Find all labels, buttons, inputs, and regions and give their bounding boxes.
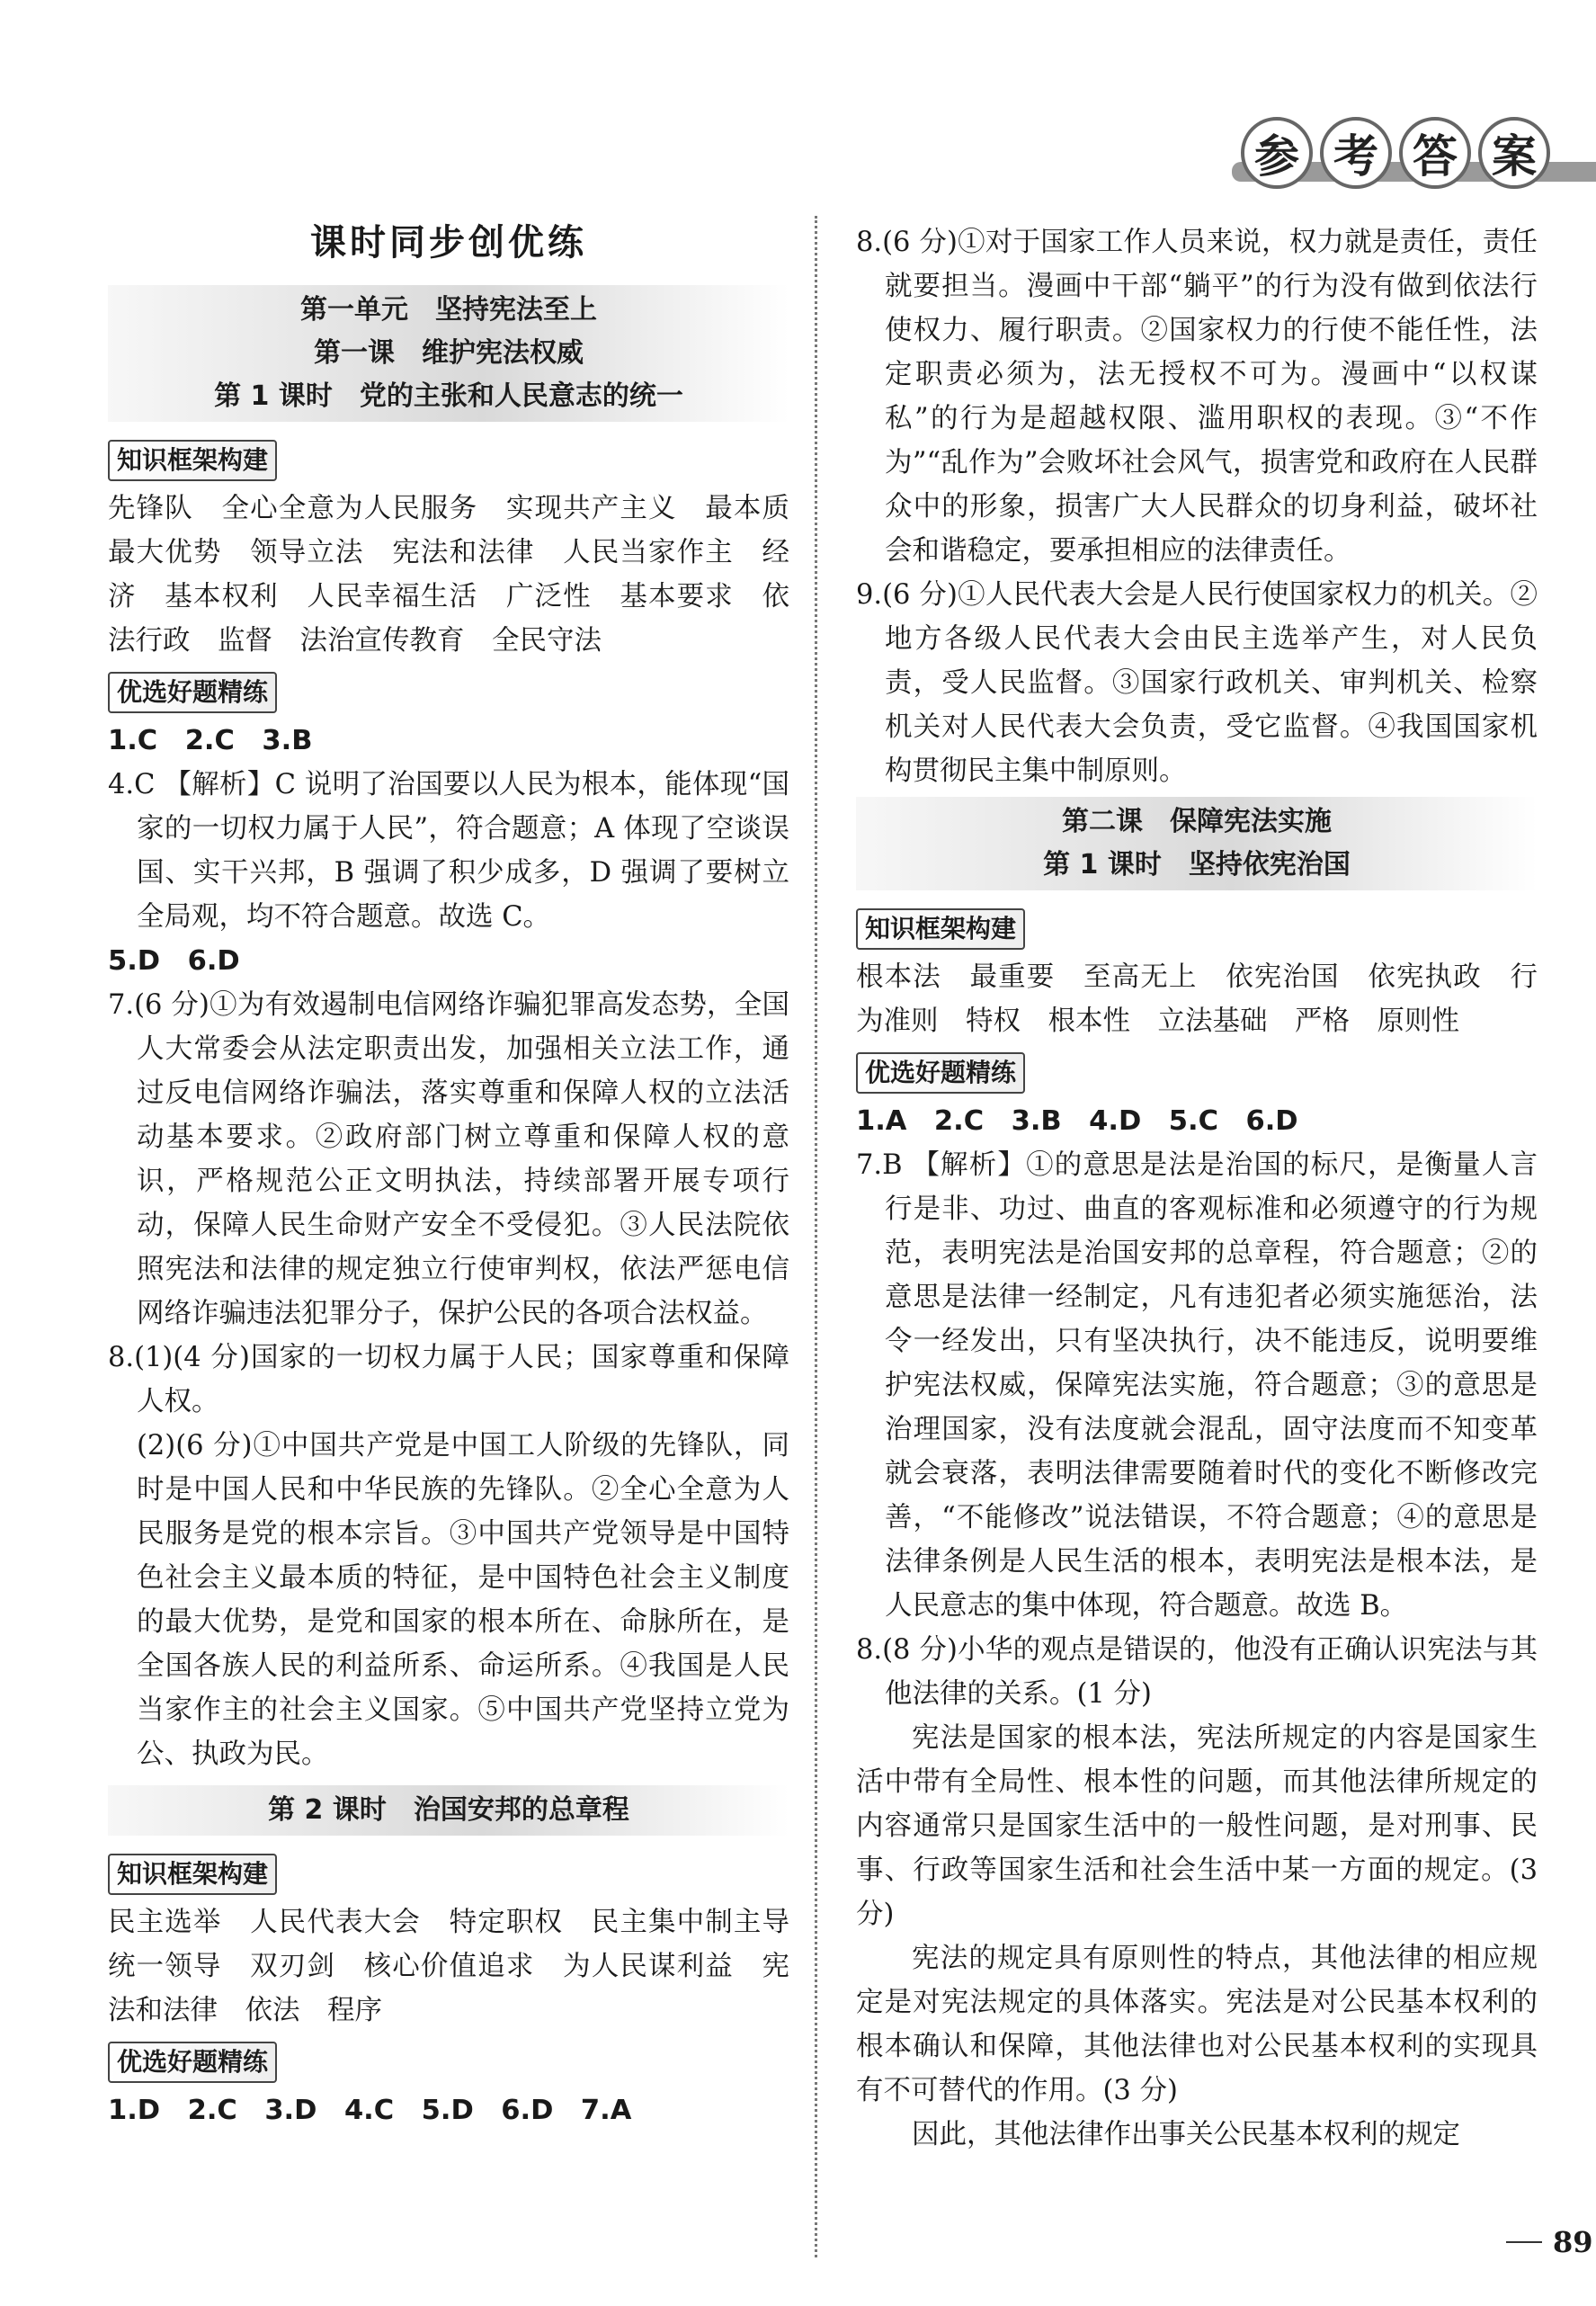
framework-answers: 民主选举 人民代表大会 特定职权 民主集中制主导 统一领导 双刃剑 核心价值追求 为人民谋利益 宪法和法律 依法 程序	[108, 1907, 817, 2026]
answer-q7: 7.(6 分)①为有效遏制电信网络诈骗犯罪高发态势，全国人大常委会从法定职责出发，加强相关立法工作，通过反电信网络诈骗法，落实尊重和保障人权的立法活动基本要求。②政府部门树立尊重和保障人权的意识，严格规范公正文明执法，持续部署开展专项行动，保障人民生命财产安全不受侵犯。③人民法院依照宪法和法律的规定独立行使审判权，依法严惩电信网络诈骗违法犯罪分子，保护公民的各项合法权益。	[108, 989, 789, 1329]
banner-char: 案	[1478, 117, 1550, 189]
section-label-framework: 知识框架构建	[108, 440, 277, 481]
section-label-framework: 知识框架构建	[108, 1854, 277, 1895]
unit-title: 第一单元 坚持宪法至上	[300, 294, 597, 326]
answer-q8-paragraph: 宪法是国家的根本法，宪法所规定的内容是国家生活中带有全局性、根本性的问题，而其他法律所规定的内容通常只是国家生活中的一般性问题，是对刑事、民事、行政等国家生活和社会生活中某一方面的规定。(3 分)	[856, 1722, 1538, 1930]
banner-char: 参	[1241, 117, 1313, 189]
framework-answers: 根本法 最重要 至高无上 依宪治国 依宪执政 行为准则 特权 根本性 立法基础 严格 原则性	[856, 961, 1538, 1037]
answer-q8-paragraph: 宪法的规定具有原则性的特点，其他法律的相应规定是对宪法规定的具体落实。宪法是对公民基本权利的根本确认和保障，其他法律也对公民基本权利的实现具有不可替代的作用。(3 分)	[856, 1943, 1538, 2106]
period-title: 第 1 课时 党的主张和人民意志的统一	[214, 380, 683, 412]
period-title: 第 1 课时 坚持依宪治国	[1043, 849, 1351, 880]
page-number	[1506, 2220, 1596, 2265]
lesson-title: 第二课 保障宪法实施	[1062, 806, 1332, 837]
page-number-dash	[1506, 2241, 1542, 2243]
answer-q8-intro: 8.(8 分)小华的观点是错误的，他没有正确认识宪法与其他法律的关系。(1 分)	[856, 1634, 1538, 1710]
answer-line: 1.A 2.C 3.B 4.D 5.C 6.D	[856, 1105, 1298, 1137]
framework-answers: 先锋队 全心全意为人民服务 实现共产主义 最本质 最大优势 领导立法 宪法和法律 人民当家作主 经济 基本权利 人民幸福生活 广泛性 基本要求 依法行政 监督 法治宣传教育 全民守法	[108, 493, 817, 657]
answer-q8-part1: 8.(1)(4 分)国家的一切权力属于人民；国家尊重和保障人权。	[108, 1342, 789, 1417]
period-title: 第 2 课时 治国安邦的总章程	[268, 1794, 629, 1826]
banner-char: 考	[1320, 117, 1392, 189]
right-column	[856, 220, 1538, 2157]
answer-line: 1.D 2.C 3.D 4.C 5.D 6.D 7.A	[108, 2095, 632, 2126]
section-label-framework: 知识框架构建	[856, 908, 1025, 950]
left-column	[108, 220, 817, 2132]
answer-q8-paragraph: 因此，其他法律作出事关公民基本权利的规定	[912, 2119, 1460, 2150]
unit-header-band	[108, 285, 789, 422]
lesson-title: 第一课 维护宪法权威	[314, 337, 584, 369]
answer-q7: 7.B 【解析】①的意思是法是治国的标尺，是衡量人言行是非、功过、曲直的客观标准和必须遵守的行为规范，表明宪法是治国安邦的总章程，符合题意；②的意思是法律一经制定，凡有违犯者必须实施惩治，法令一经发出，只有坚决执行，决不能违反，说明要维护宪法权威，保障宪法实施，符合题意；③的意思是治理国家，没有法度就会混乱，固守法度而不知变革就会衰落，表明法律需要随着时代的变化不断修改完善，“不能修改”说法错误，不符合题意；④的意思是法律条例是人民生活的根本，表明宪法是根本法，是人民意志的集中体现，符合题意。故选 B。	[856, 1149, 1538, 1622]
answer-line: 1.C 2.C 3.B	[108, 725, 313, 756]
answer-line: 5.D 6.D	[108, 945, 240, 977]
answer-q9: 9.(6 分)①人民代表大会是人民行使国家权力的机关。②地方各级人民代表大会由民主选举产生，对人民负责，受人民监督。③国家行政机关、审判机关、检察机关对人民代表大会负责，受它监督。④我国国家机构贯彻民主集中制原则。	[856, 579, 1538, 787]
lesson-header-band	[856, 797, 1538, 890]
answer-q8-part2: (2)(6 分)①中国共产党是中国工人阶级的先锋队，同时是中国人民和中华民族的先锋队。②全心全意为人民服务是党的根本宗旨。③中国共产党领导是中国特色社会主义最本质的特征，是中国特色社会主义制度的最大优势，是党和国家的根本所在、命脉所在，是全国各族人民的利益所系、命运所系。④我国是人民当家作主的社会主义国家。⑤中国共产党坚持立党为公、执政为民。	[137, 1430, 789, 1770]
answer-q4: 4.C 【解析】C 说明了治国要以人民为根本，能体现“国家的一切权力属于人民”，符合题意；A 体现了空谈误国、实干兴邦，B 强调了积少成多，D 强调了要树立全局观，均不符合题意。故选 C。	[108, 769, 789, 933]
section-label-exercise: 优选好题精练	[108, 672, 277, 713]
page-number-text: 89	[1553, 2225, 1593, 2259]
period-header-band	[108, 1785, 789, 1836]
page-title: 课时同步创优练	[310, 222, 587, 264]
banner-char: 答	[1399, 117, 1471, 189]
section-label-exercise: 优选好题精练	[108, 2042, 277, 2083]
answer-q8: 8.(6 分)①对于国家工作人员来说，权力就是责任，责任就要担当。漫画中干部“躺平”的行为没有做到依法行使权力、履行职责。②国家权力的行使不能任性，法定职责必须为，法无授权不可为。漫画中“以权谋私”的行为是超越权限、滥用职权的表现。③“不作为”“乱作为”会败坏社会风气，损害党和政府在人民群众中的形象，损害广大人民群众的切身利益，破坏社会和谐稳定，要承担相应的法律责任。	[856, 227, 1538, 567]
section-label-exercise: 优选好题精练	[856, 1052, 1025, 1094]
answer-banner	[1232, 117, 1596, 189]
